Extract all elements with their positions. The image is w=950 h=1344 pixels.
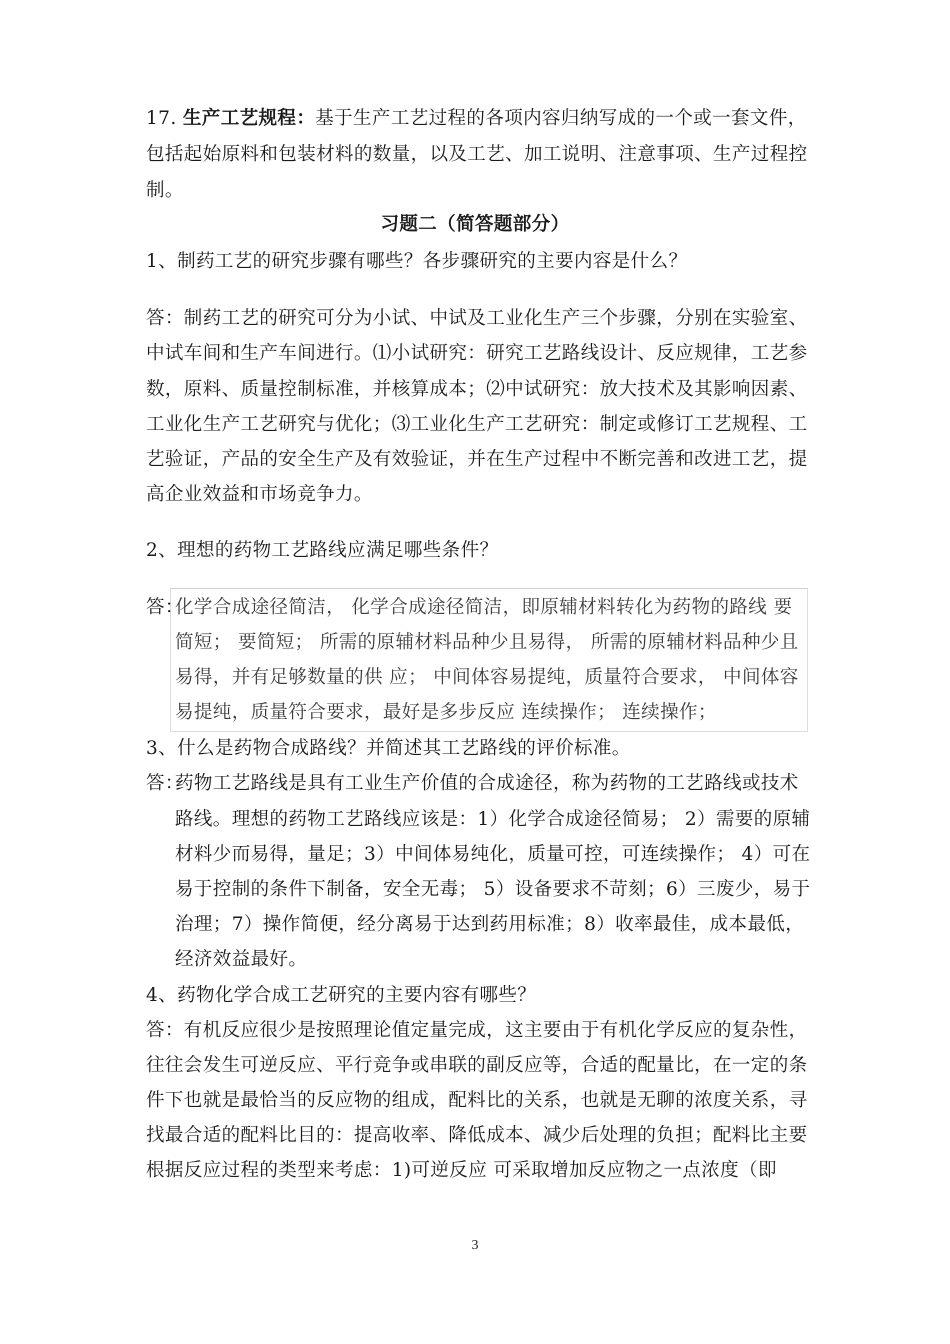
q3-answer-line-3: 材料少而易得，量足；3）中间体易纯化，质量可控，可连续操作； 4）可在	[175, 844, 811, 865]
q2-answer-line-1: 化学合成途径简洁， 化学合成途径简洁，即原辅材料转化为药物的路线 要	[175, 597, 793, 618]
section-title: 习题二（简答题部分）	[380, 214, 570, 235]
q3-question: 3、什么是药物合成路线？并简述其工艺路线的评价标准。	[146, 738, 631, 759]
q1-answer-line-3: 数，原料、质量控制标准，并核算成本；⑵中试研究：放大技术及其影响因素、	[146, 379, 808, 400]
q4-answer-line-2: 往往会发生可逆反应、平行竞争或串联的副反应等，合适的配量比，在一定的条	[146, 1055, 808, 1076]
q3-answer-line-5: 治理；7）操作简便，经分离易于达到药用标准；8）收率最佳，成本最低，	[175, 914, 805, 935]
q3-answer-line-2: 路线。理想的药物工艺路线应该是：1）化学合成途径简易； 2）需要的原辅	[175, 809, 811, 830]
q4-answer-line-4: 找最合适的配料比目的：提高收率、降低成本、减少后处理的负担；配料比主要	[146, 1125, 808, 1146]
q4-answer-line-3: 件下也就是最恰当的反应物的组成，配料比的关系，也就是无聊的浓度关系，寻	[146, 1090, 808, 1111]
q4-question: 4、药物化学合成工艺研究的主要内容有哪些？	[146, 985, 537, 1006]
page-number: 3	[471, 1238, 479, 1253]
q3-answer-line-4: 易于控制的条件下制备，安全无毒； 5）设备要求不苛刻；6）三废少，易于	[175, 879, 811, 900]
q1-answer-line-5: 艺验证，产品的安全生产及有效验证，并在生产过程中不断完善和改进工艺，提	[146, 449, 808, 470]
q3-answer-line-6: 经济效益最好。	[175, 949, 308, 970]
item17-line-3: 制。	[146, 180, 184, 201]
q2-answer-line-2: 简短； 要简短； 所需的原辅材料品种少且易得， 所需的原辅材料品种少且	[175, 632, 799, 653]
q1-answer-line-1: 答：制药工艺的研究可分为小试、中试及工业化生产三个步骤，分别在实验室、	[146, 308, 808, 329]
q1-answer-line-4: 工业化生产工艺研究与优化；⑶工业化生产工艺研究：制定或修订工艺规程、工	[146, 414, 808, 435]
q3-answer-line-1: 药物工艺路线是具有工业生产价值的合成途径，称为药物的工艺路线或技术	[175, 773, 799, 794]
q2-answer-line-4: 易提纯，质量符合要求，最好是多步反应 连续操作； 连续操作；	[175, 702, 717, 723]
item17-line-2: 包括起始原料和包装材料的数量，以及工艺、加工说明、注意事项、生产过程控	[146, 144, 808, 165]
item17-line-1	[146, 110, 807, 129]
q4-answer-line-5: 根据反应过程的类型来考虑：1)可逆反应 可采取增加反应物之一点浓度（即	[146, 1160, 777, 1181]
item17-term: 生产工艺规程	[182, 108, 297, 129]
q1-question: 1、制药工艺的研究步骤有哪些？各步骤研究的主要内容是什么？	[146, 251, 688, 272]
q2-answer-line-3: 易得，并有足够数量的供 应； 中间体容易提纯，质量符合要求， 中间体容	[175, 667, 799, 688]
q4-answer-line-1: 答：有机反应很少是按照理论值定量完成，这主要由于有机化学反应的复杂性，	[146, 1020, 808, 1041]
item17-colon: ：	[296, 108, 316, 129]
q3-answer-prefix: 答：	[146, 773, 184, 794]
q2-question: 2、理想的药物工艺路线应满足哪些条件？	[146, 540, 499, 561]
q2-answer-prefix: 答：	[146, 597, 184, 618]
q1-answer-line-2: 中试车间和生产车间进行。⑴小试研究：研究工艺路线设计、反应规律，工艺参	[146, 343, 808, 364]
item17-text: 基于生产工艺过程的各项内容归纳写成的一个或一套文件，	[315, 108, 807, 129]
item17-number: 17.	[146, 108, 177, 129]
q1-answer-line-6: 高企业效益和市场竞争力。	[146, 484, 373, 505]
